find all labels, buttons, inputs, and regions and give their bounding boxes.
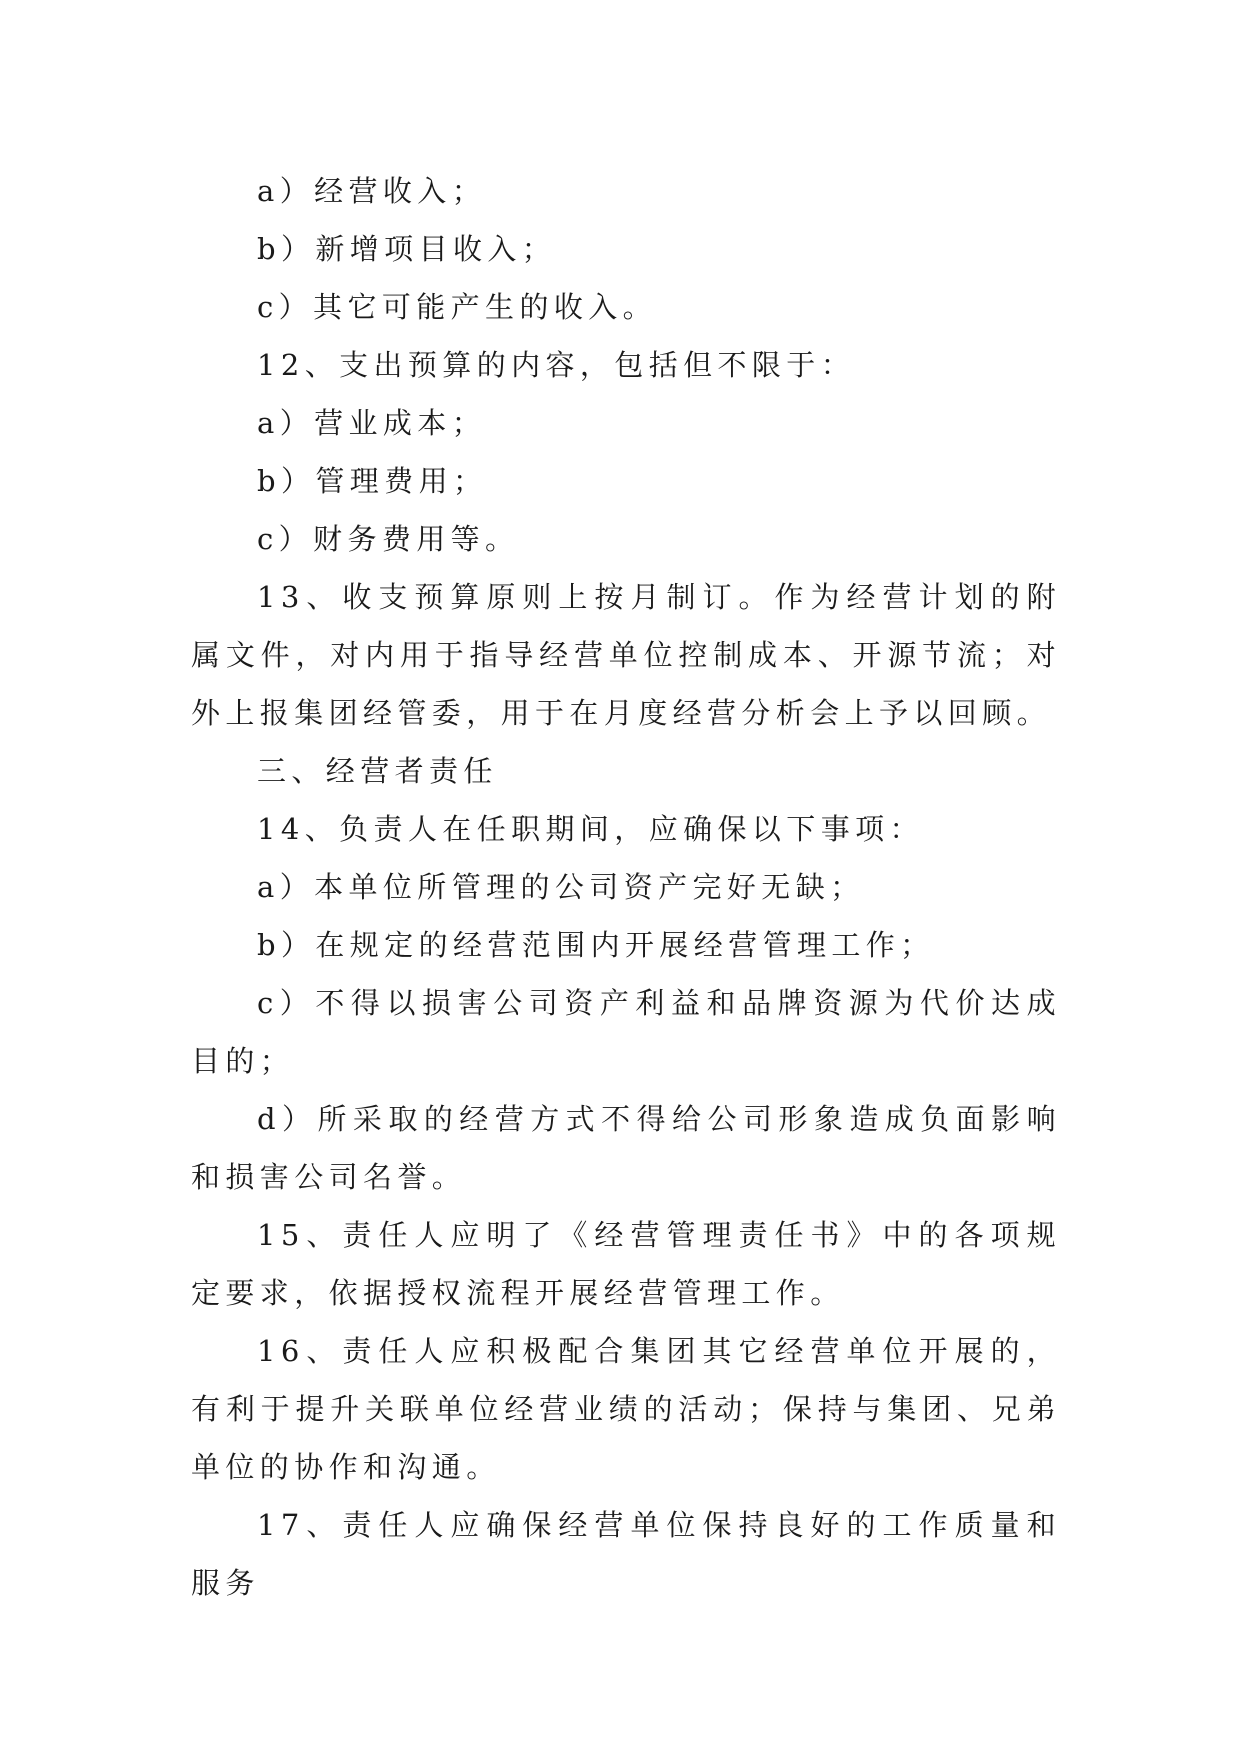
paragraph-item-c-brand: c）不得以损害公司资产利益和品牌资源为代价达成目的； [191, 986, 1061, 1078]
paragraph-item-a-revenue: a）经营收入； [257, 174, 487, 208]
paragraph-clause-13: 13、收支预算原则上按月制订。作为经营计划的附属文件，对内用于指导经营单位控制成本、开源节流；对外上报集团经管委，用于在月度经营分析会上予以回顾。 [191, 580, 1061, 730]
paragraph-item-b-scope: b）在规定的经营范围内开展经营管理工作； [257, 928, 935, 962]
paragraph-item-d-reputation: d）所采取的经营方式不得给公司形象造成负面影响和损害公司名誉。 [191, 1102, 1061, 1194]
paragraph-clause-15: 15、责任人应明了《经营管理责任书》中的各项规定要求，依据授权流程开展经营管理工作。 [191, 1218, 1061, 1310]
paragraph-clause-17: 17、责任人应确保经营单位保持良好的工作质量和服务 [191, 1508, 1061, 1600]
paragraph-item-b-management-fee: b）管理费用； [257, 464, 488, 498]
paragraph-item-a-operating-cost: a）营业成本； [257, 406, 487, 440]
paragraph-item-c-other-income: c）其它可能产生的收入。 [257, 290, 658, 324]
paragraph-clause-12: 12、支出预算的内容，包括但不限于： [257, 348, 856, 382]
paragraph-item-b-new-project: b）新增项目收入； [257, 232, 557, 266]
paragraph-clause-14: 14、负责人在任职期间，应确保以下事项： [257, 812, 924, 846]
section-heading-operator-responsibility: 三、经营者责任 [257, 754, 498, 788]
paragraph-item-a-assets: a）本单位所管理的公司资产完好无缺； [257, 870, 865, 904]
paragraph-clause-16: 16、责任人应积极配合集团其它经营单位开展的，有利于提升关联单位经营业绩的活动；保持与集团、兄弟单位的协作和沟通。 [191, 1334, 1061, 1484]
paragraph-item-c-finance-fee: c）财务费用等。 [257, 522, 520, 556]
document-body [191, 162, 1061, 1612]
